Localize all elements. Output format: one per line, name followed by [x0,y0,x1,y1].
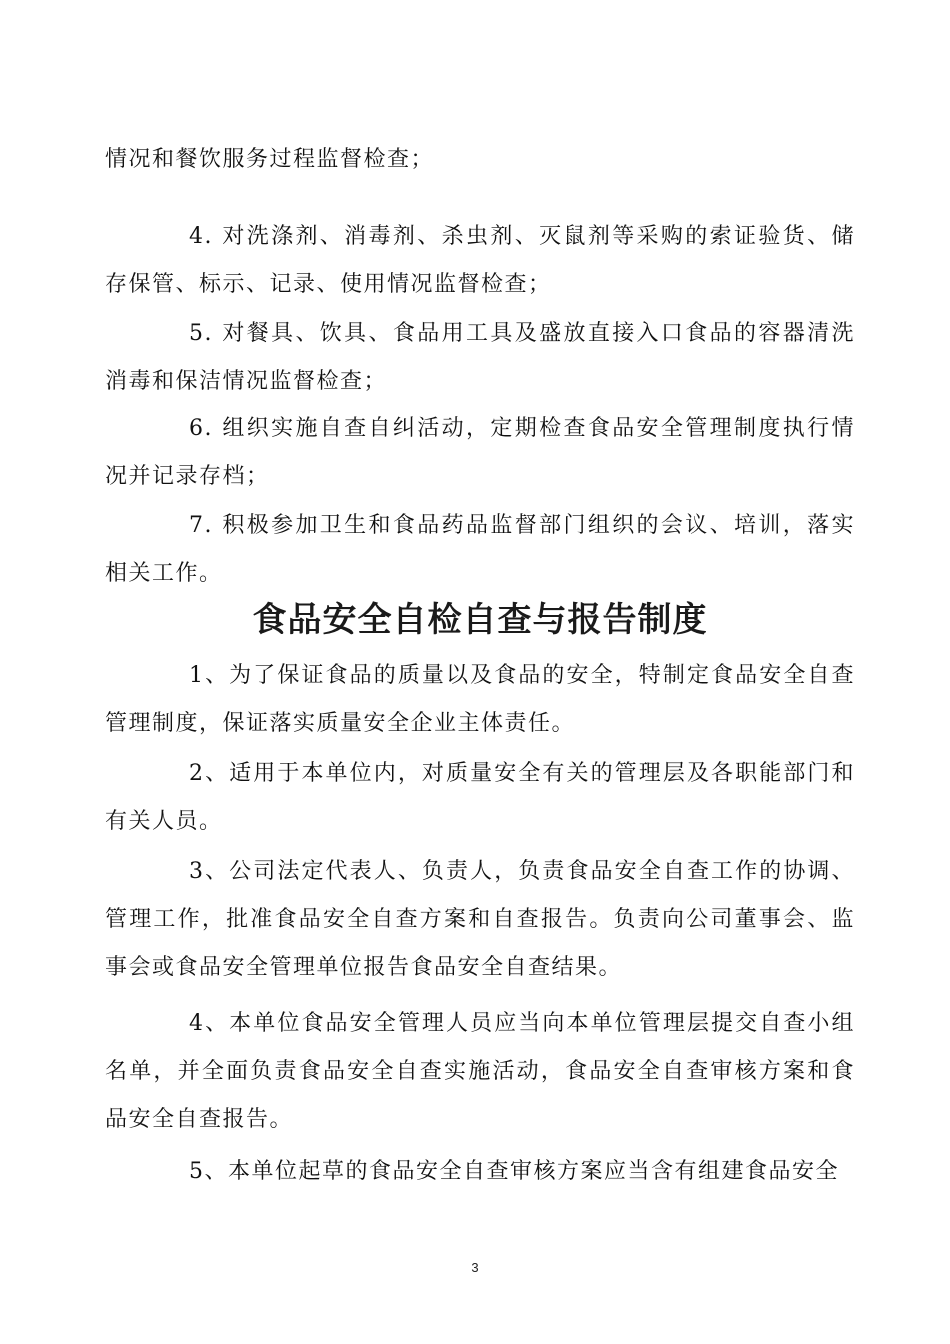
paragraph-rule-3: 3、公司法定代表人、负责人，负责食品安全自查工作的协调、管理工作，批准食品安全自查方案和自查报告。负责向公司董事会、监事会或食品安全管理单位报告食品安全自查结果。 [105,859,855,980]
paragraph-item-5: 5. 对餐具、饮具、食品用工具及盛放直接入口食品的容器清洗消毒和保洁情况监督检查； [105,321,855,394]
paragraph-continuation: 情况和餐饮服务过程监督检查； [105,147,435,172]
paragraph-rule-2: 2、适用于本单位内，对质量安全有关的管理层及各职能部门和有关人员。 [105,761,855,834]
paragraph-item-7: 7. 积极参加卫生和食品药品监督部门组织的会议、培训，落实相关工作。 [105,513,855,586]
page-number: 3 [471,1260,479,1275]
paragraph-item-4: 4. 对洗涤剂、消毒剂、杀虫剂、灭鼠剂等采购的索证验货、储存保管、标示、记录、使用情况监督检查； [105,224,855,297]
section-title: 食品安全自检自查与报告制度 [252,600,708,640]
paragraph-rule-5: 5、本单位起草的食品安全自查审核方案应当含有组建食品安全 [189,1159,839,1184]
paragraph-rule-1: 1、为了保证食品的质量以及食品的安全，特制定食品安全自查管理制度，保证落实质量安全企业主体责任。 [105,663,855,736]
paragraph-item-6: 6. 组织实施自查自纠活动，定期检查食品安全管理制度执行情况并记录存档； [105,416,855,489]
paragraph-rule-4: 4、本单位食品安全管理人员应当向本单位管理层提交自查小组名单，并全面负责食品安全自查实施活动，食品安全自查审核方案和食品安全自查报告。 [105,1011,855,1132]
